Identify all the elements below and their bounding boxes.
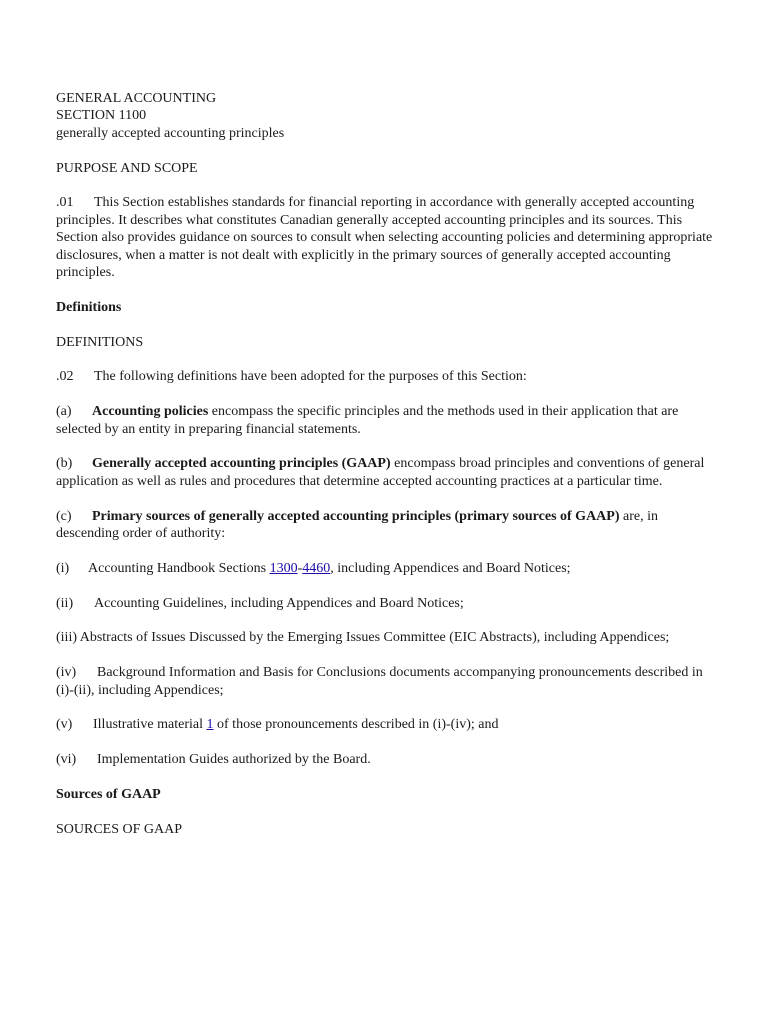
list-item-vi-label: (vi) bbox=[56, 752, 77, 768]
paragraph-02-text: The following definitions have been adopted for the purposes of this Section: bbox=[94, 369, 527, 385]
definitions-caps-heading: DEFINITIONS bbox=[56, 334, 144, 350]
footnote-1-link[interactable]: 1 bbox=[206, 717, 214, 733]
definition-b bbox=[56, 455, 716, 490]
definition-a-label: (a) bbox=[56, 404, 72, 420]
sources-caps-heading: SOURCES OF GAAP bbox=[56, 821, 183, 837]
list-item-i-label: (i) bbox=[56, 560, 70, 576]
list-item-vi bbox=[56, 751, 716, 768]
list-item-ii bbox=[56, 595, 716, 612]
definition-b-term: Generally accepted accounting principles (GAAP) bbox=[92, 456, 391, 472]
sources-bold-heading: Sources of GAAP bbox=[56, 787, 161, 803]
header-line-general-accounting: GENERAL ACCOUNTING bbox=[56, 91, 217, 106]
paragraph-02-number: .02 bbox=[56, 369, 74, 385]
list-item-i-text-after: , including Appendices and Board Notices; bbox=[330, 560, 571, 576]
section-1300-link[interactable]: 1300 bbox=[269, 560, 298, 576]
list-item-iii-text: Abstracts of Issues Discussed by the Emerging Issues Committee (EIC Abstracts), including Appendices; bbox=[77, 630, 670, 646]
list-item-v-label: (v) bbox=[56, 717, 73, 733]
list-item-i bbox=[56, 560, 716, 577]
definition-c-text: are, in descending order of authority: bbox=[56, 508, 658, 542]
purpose-scope-heading: PURPOSE AND SCOPE bbox=[56, 160, 198, 176]
list-item-v-text-after: of those pronouncements described in (i)-(iv); and bbox=[213, 717, 499, 733]
list-item-iv-label: (iv) bbox=[56, 665, 77, 681]
definition-a-text: encompass the specific principles and the methods used in their application that are selected by an entity in preparing financial statements. bbox=[56, 404, 679, 437]
list-item-ii-text: Accounting Guidelines, including Appendices and Board Notices; bbox=[94, 595, 464, 611]
definition-a bbox=[56, 403, 716, 438]
list-item-iv-text: Background Information and Basis for Conclusions documents accompanying pronouncements described in (i)-(ii), including Appendices; bbox=[56, 665, 703, 698]
definition-c-label: (c) bbox=[56, 508, 72, 524]
document-page bbox=[56, 90, 716, 838]
definition-c-term: Primary sources of generally accepted accounting principles (primary sources of GAAP) bbox=[92, 508, 620, 524]
list-item-ii-label: (ii) bbox=[56, 595, 74, 611]
definition-b-label: (b) bbox=[56, 456, 73, 472]
header-line-section-number: SECTION 1100 bbox=[56, 108, 147, 124]
section-4460-link[interactable]: 4460 bbox=[302, 560, 331, 576]
list-item-iii-label: (iii) bbox=[56, 630, 77, 646]
list-item-v-text-before: Illustrative material bbox=[93, 717, 207, 733]
paragraph-02 bbox=[56, 368, 716, 385]
list-item-iii bbox=[56, 629, 716, 646]
paragraph-01-number: .01 bbox=[56, 195, 74, 211]
list-item-v bbox=[56, 716, 716, 733]
definition-b-text: encompass broad principles and conventions of general application as well as rules and procedures that determine accepted accounting practices at a particular time. bbox=[56, 456, 705, 489]
definition-c bbox=[56, 508, 716, 543]
list-item-iv bbox=[56, 664, 716, 699]
paragraph-01 bbox=[56, 194, 716, 281]
list-item-i-dash: - bbox=[297, 560, 303, 576]
list-item-i-text-before: Accounting Handbook Sections bbox=[88, 560, 270, 576]
definition-a-term: Accounting policies bbox=[92, 404, 209, 420]
paragraph-01-text: This Section establishes standards for financial reporting in accordance with generally accepted accounting principles. It describes what constitutes Canadian generally accepted accounting principles and its sources. This Section also provides guidance on sources to consult when selecting accounting policies and determining appropriate disclosures, when a matter is not dealt with explicitly in the primary sources of generally accepted accounting principles. bbox=[56, 195, 713, 281]
definitions-bold-heading: Definitions bbox=[56, 299, 122, 315]
header-line-section-title: generally accepted accounting principles bbox=[56, 125, 285, 141]
list-item-vi-text: Implementation Guides authorized by the Board. bbox=[97, 752, 371, 768]
